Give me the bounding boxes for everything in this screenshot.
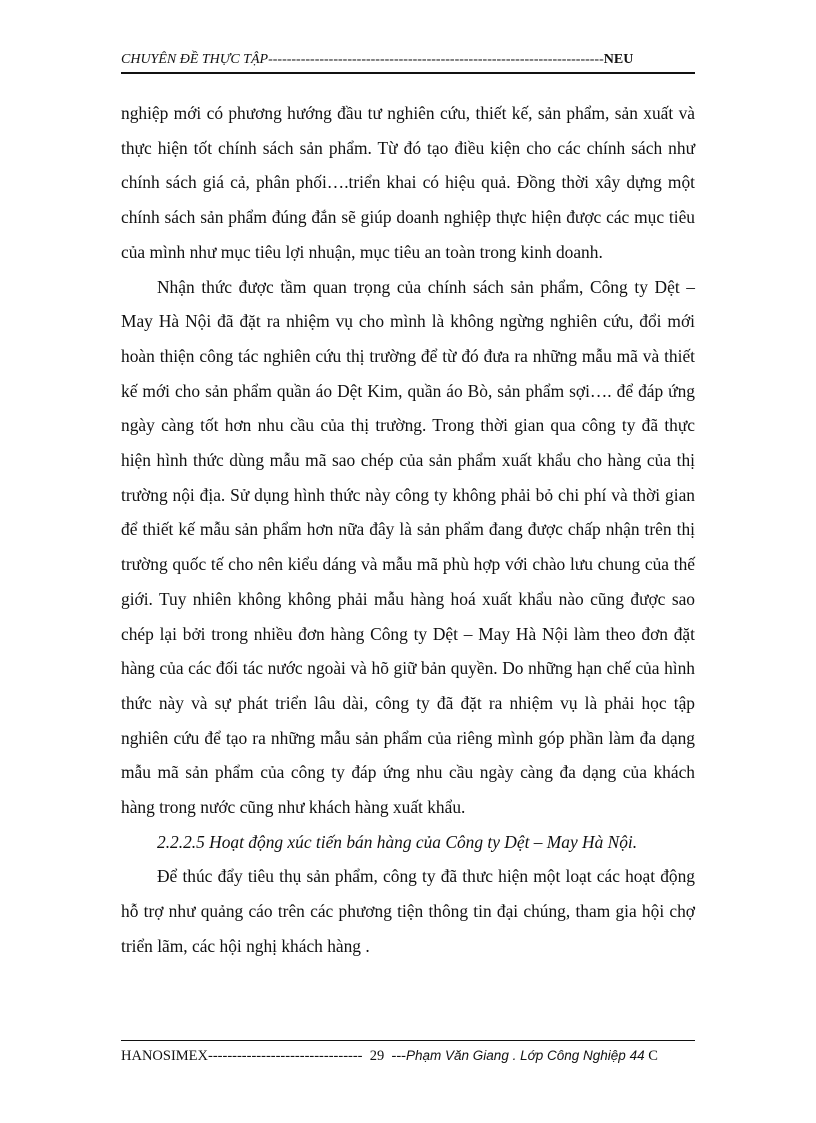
page-body (121, 96, 695, 964)
header-rule (121, 72, 695, 74)
footer-sep: --- (391, 1048, 407, 1064)
footer-dashes: -------------------------------- (208, 1048, 363, 1064)
footer-left: HANOSIMEX (121, 1048, 208, 1064)
header-dashes: ------------------------------------------------------------------------ (268, 52, 604, 67)
header-title: CHUYÊN ĐỀ THỰC TẬP (121, 52, 269, 67)
page-header (121, 50, 695, 70)
page-number: 29 (369, 1048, 385, 1064)
paragraph-3: Để thúc đẩy tiêu thụ sản phẩm, công ty đã thưc hiện một loạt các hoạt động hỗ trợ như quảng cáo trên các phương tiện thông tin đại chúng, tham gia hội chợ triển lãm, các hội nghị khách hàng . (121, 866, 695, 956)
footer-suffix: C (648, 1048, 658, 1064)
paragraph-1: nghiệp mới có phương hướng đầu tư nghiên cứu, thiết kế, sản phẩm, sản xuất và thực hiện tốt chính sách sản phẩm. Từ đó tạo điều kiện cho các chính sách như chính sách giá cả, phân phối….triển khai có hiệu quả. Đồng thời xây dựng một chính sách sản phẩm đúng đắn sẽ giúp doanh nghiệp thực hiện được các mục tiêu của mình như mục tiêu lợi nhuận, mục tiêu an toàn trong kinh doanh. (121, 103, 695, 262)
footer-author: Phạm Văn Giang . Lớp Công Nghiệp 44 (406, 1048, 645, 1063)
page-footer (121, 1045, 695, 1067)
header-right: NEU (603, 52, 634, 67)
section-heading: 2.2.2.5 Hoạt động xúc tiến bán hàng của Công ty Dệt – May Hà Nội. (157, 831, 638, 852)
footer-rule (121, 1040, 695, 1041)
paragraph-2: Nhận thức được tầm quan trọng của chính sách sản phẩm, Công ty Dệt – May Hà Nội đã đặt ra nhiệm vụ cho mình là không ngừng nghiên cứu, đổi mới hoàn thiện công tác nghiên cứu thị trường để từ đó đưa ra những mẫu mã và thiết kế mới cho sản phẩm quần áo Dệt Kim, quần áo Bò, sản phẩm sợi…. để đáp ứng ngày càng tốt hơn nhu cầu của thị trường. Trong thời gian qua công ty đã thực hiện hình thức dùng mẫu mã sao chép của sản phẩm xuất khẩu cho hàng của thị trường nội địa. Sử dụng hình thức này công ty không phải bỏ chi phí và thời gian để thiết kế mẫu sản phẩm hơn nữa đây là sản phẩm đang được chấp nhận trên thị trường quốc tế cho nên kiểu dáng và mẫu mã phù hợp với chào lưu chung của thế giới. Tuy nhiên không không phải mẫu hàng hoá xuất khẩu nào cũng được sao chép lại bởi trong nhiều đơn hàng Công ty Dệt – May Hà Nội làm theo đơn đặt hàng của các đối tác nước ngoài và hõ giữ bản quyền. Do những hạn chế của hình thức này và sự phát triển lâu dài, công ty đã đặt ra nhiệm vụ là phải học tập nghiên cứu để tạo ra những mẫu sản phẩm của riêng mình góp phần làm đa dạng mẫu mã sản phẩm của công ty đáp ứng nhu cầu ngày càng đa dạng của khách hàng trong nước cũng như khách hàng xuất khẩu. (121, 276, 695, 818)
